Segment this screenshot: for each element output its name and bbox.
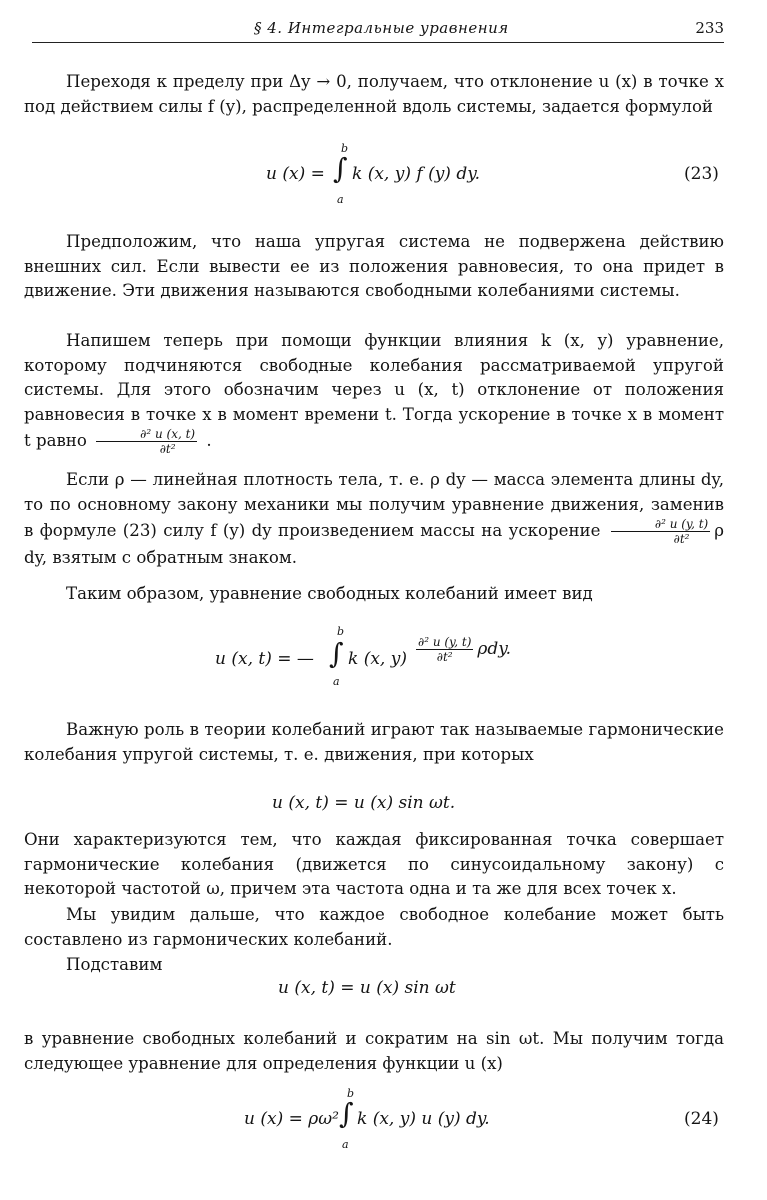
paragraph-composition: Мы увидим дальше, что каждое свободное колебание может быть составлено из гармонических колебаний. xyxy=(24,905,724,949)
eq24-lhs: u (x) = ρω² xyxy=(244,1109,339,1129)
equation-harmonic: u (x, t) = u (x) sin ωt. xyxy=(272,793,456,813)
fraction-acceleration-y: $\frac{\text{∂² u (y, t)}}{\text{∂t²}}$ xyxy=(611,517,710,546)
paragraph-influence-function: Напишем теперь при помощи функции влияния k (x, y) уравнение, которому подчиняются свободные колебания рассматриваемой упругой системы. Для этого обозначим через u (x, t) отклонение от положения равновесия в точке x в момент времени t. Тогда ускорение в точке x в момент t равно $\frac{\text{∂² u (x, t)}}{\text{∂t²}}$ . xyxy=(24,331,724,457)
eq-free-integrand: k (x, y) xyxy=(348,649,407,669)
eq24-lower-limit: a xyxy=(342,1138,349,1151)
eq-free-lhs: u (x, t) = — xyxy=(215,649,314,669)
paragraph-limit: Переходя к пределу при Δy → 0, получаем, что отклонение u (x) в точке x под действием силы f (y), распределенной вдоль системы, задается формулой xyxy=(24,72,724,116)
paragraph-reduction: в уравнение свободных колебаний и сократим на sin ωt. Мы получим тогда следующее уравнение для определения функции u (x) xyxy=(24,1029,724,1073)
eq23-upper-limit: b xyxy=(341,142,349,155)
eq24-upper-limit: b xyxy=(347,1087,355,1100)
integral-sign: ∫ xyxy=(329,637,344,670)
equation-substitute: u (x, t) = u (x) sin ωt xyxy=(278,978,456,998)
paragraph-characterization: Они характеризуются тем, что каждая фиксированная точка совершает гармонические колебания (движется по синусоидальному закону) с некоторой частотой ω, причем эта частота одна и та же для всех точек x. xyxy=(24,830,724,899)
eq23-number: (23) xyxy=(684,164,719,184)
integral-sign: ∫ xyxy=(339,1097,354,1130)
running-title: § 4. Интегральные уравнения xyxy=(254,19,509,37)
eq-free-upper-limit: b xyxy=(337,625,345,638)
eq-free-lower-limit: a xyxy=(333,675,340,688)
eq24-number: (24) xyxy=(684,1109,719,1129)
header-rule xyxy=(32,42,724,43)
running-header xyxy=(32,18,724,40)
eq-free-fraction: $\frac{\text{∂² u (y, t)}}{\text{∂t²}}$ ρdy. xyxy=(418,635,512,664)
paragraph-free-oscillations: Предположим, что наша упругая система не подвержена действию внешних сил. Если вывести ее из положения равновесия, то она придет в движение. Эти движения называются свободными колебаниями системы. xyxy=(24,232,724,301)
eq24-integrand: k (x, y) u (y) dy. xyxy=(357,1109,490,1129)
paragraph-harmonic: Важную роль в теории колебаний играют так называемые гармонические колебания упругой системы, т. е. движения, при которых xyxy=(24,720,724,764)
eq23-lhs: u (x) = xyxy=(266,164,325,184)
page-number: 233 xyxy=(695,19,724,37)
integral-sign: ∫ xyxy=(333,152,348,185)
paragraph-substitute: Подставим xyxy=(66,955,163,974)
eq23-integrand: k (x, y) f (y) dy. xyxy=(352,164,480,184)
eq23-lower-limit: a xyxy=(337,193,344,206)
fraction-acceleration-x: $\frac{\text{∂² u (x, t)}}{\text{∂t²}}$ xyxy=(96,427,197,456)
paragraph-equation-intro: Таким образом, уравнение свободных колебаний имеет вид xyxy=(66,584,593,603)
paragraph-density: Если ρ — линейная плотность тела, т. е. ρ dy — масса элемента длины dy, то по основному закону механики мы получим уравнение движения, заменив в формуле (23) силу f (y) dy произведением массы на ускорение $\frac{\text{∂² u (y, t)}}{\text{∂t²}}$ ρ dy, взятым с обратным знаком. xyxy=(24,470,724,568)
